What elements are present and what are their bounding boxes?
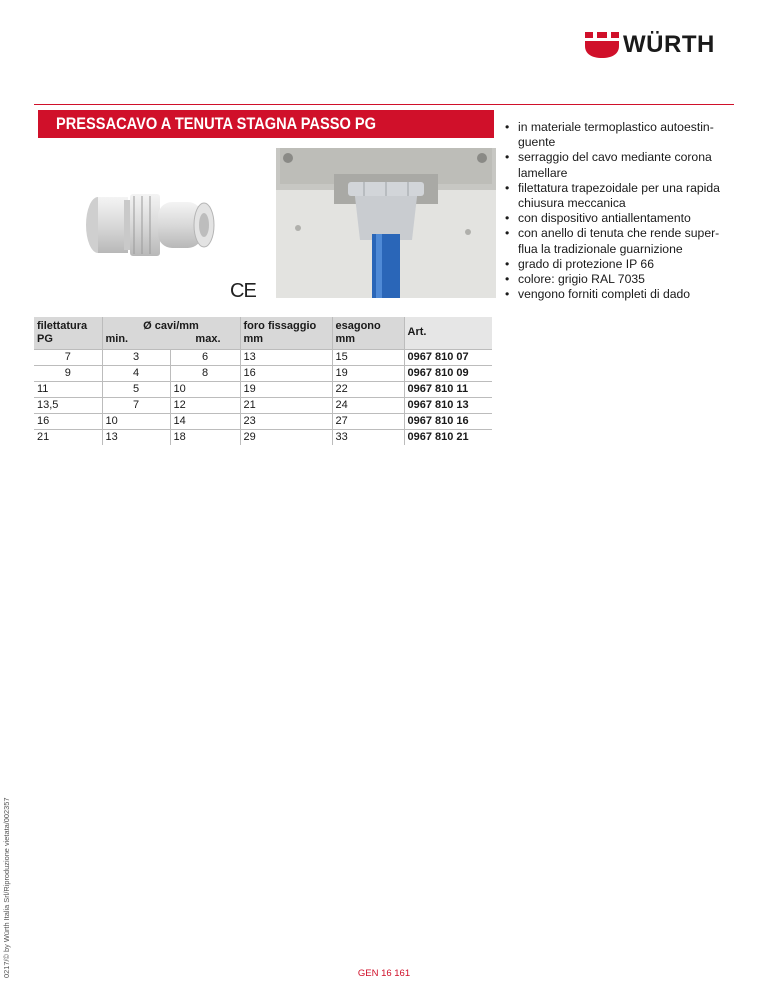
header-max: max. <box>195 332 221 345</box>
cell-art: 0967 810 09 <box>404 365 492 381</box>
table-row <box>34 381 492 397</box>
header-thread-label: filettatura <box>37 319 88 332</box>
cell-hole: 23 <box>240 413 332 429</box>
header-hex-unit: mm <box>335 332 356 345</box>
feature-item: • serraggio del cavo mediante corona lamellare <box>505 150 733 180</box>
table-row <box>34 365 492 381</box>
cable-gland-image <box>78 180 238 270</box>
cell-art: 0967 810 07 <box>404 349 492 365</box>
installation-image <box>276 148 496 298</box>
header-hole-unit: mm <box>243 332 264 345</box>
cell-hex: 19 <box>332 365 404 381</box>
cell-hole: 13 <box>240 349 332 365</box>
cell-hole: 29 <box>240 429 332 445</box>
spec-table <box>34 317 492 445</box>
cell-pg: 11 <box>34 381 102 397</box>
cell-pg: 7 <box>34 349 102 365</box>
cell-max: 18 <box>170 429 240 445</box>
cell-pg: 13,5 <box>34 397 102 413</box>
header-hole <box>240 317 332 349</box>
header-rule <box>34 104 734 105</box>
header-hex-label: esagono <box>335 319 381 332</box>
feature-item: • grado di protezione IP 66 <box>505 257 733 272</box>
brand-name: WÜRTH <box>623 31 715 58</box>
page-code: GEN 16 161 <box>357 968 411 979</box>
table-row <box>34 413 492 429</box>
cell-art: 0967 810 16 <box>404 413 492 429</box>
table-row <box>34 397 492 413</box>
cell-hole: 21 <box>240 397 332 413</box>
cell-max: 8 <box>170 365 240 381</box>
header-cable-label: Ø cavi/mm <box>143 319 199 332</box>
cell-max: 10 <box>170 381 240 397</box>
header-cable <box>102 317 240 349</box>
cell-art: 0967 810 11 <box>404 381 492 397</box>
table-row <box>34 429 492 445</box>
table-row <box>34 349 492 365</box>
cell-min: 4 <box>102 365 170 381</box>
cell-min: 10 <box>102 413 170 429</box>
feature-item: • in materiale termoplastico autoestin-guente <box>505 120 733 150</box>
cell-hole: 19 <box>240 381 332 397</box>
feature-item: • con dispositivo antiallentamento <box>505 211 733 226</box>
header-hex <box>332 317 404 349</box>
feature-list <box>505 120 733 302</box>
header-min: min. <box>105 332 129 345</box>
cell-pg: 16 <box>34 413 102 429</box>
cell-min: 7 <box>102 397 170 413</box>
cell-hex: 24 <box>332 397 404 413</box>
feature-item: • colore: grigio RAL 7035 <box>505 272 733 287</box>
header-art: Art. <box>404 317 492 349</box>
feature-item: • filettatura trapezoidale per una rapida chiusura meccanica <box>505 181 733 211</box>
cell-hex: 27 <box>332 413 404 429</box>
cell-pg: 21 <box>34 429 102 445</box>
cell-max: 6 <box>170 349 240 365</box>
header-hole-label: foro fissaggio <box>243 319 317 332</box>
cell-min: 13 <box>102 429 170 445</box>
cell-hex: 15 <box>332 349 404 365</box>
cell-max: 14 <box>170 413 240 429</box>
cell-art: 0967 810 13 <box>404 397 492 413</box>
cell-hex: 22 <box>332 381 404 397</box>
cell-hex: 33 <box>332 429 404 445</box>
feature-item: • con anello di tenuta che rende super-flua la tradizionale guarnizione <box>505 226 733 256</box>
copyright-notice: 0217/© by Würth Italia Srl/Riproduzione vietata/002357 <box>2 797 11 978</box>
ce-mark: CE <box>230 280 256 302</box>
cell-min: 5 <box>102 381 170 397</box>
page-title: PRESSACAVO A TENUTA STAGNA PASSO PG <box>56 114 377 133</box>
cell-pg: 9 <box>34 365 102 381</box>
header-thread-unit: PG <box>37 332 53 345</box>
cell-art: 0967 810 21 <box>404 429 492 445</box>
header-thread <box>34 317 102 349</box>
feature-item: • vengono forniti completi di dado <box>505 287 733 302</box>
cell-max: 12 <box>170 397 240 413</box>
cell-min: 3 <box>102 349 170 365</box>
cell-hole: 16 <box>240 365 332 381</box>
